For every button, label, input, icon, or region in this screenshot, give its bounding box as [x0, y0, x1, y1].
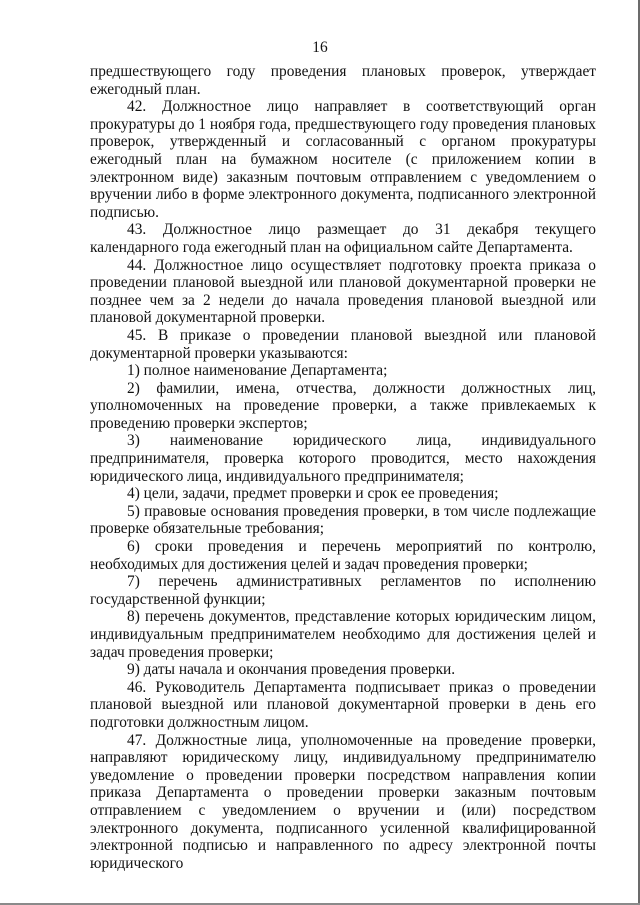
paragraph-42: 42. Должностное лицо направляет в соответствующий орган прокуратуры до 1 ноября года, предшествующего году проведения плановых проверок, утвержденный и согласованный с органом прокуратуры ежегодный план на бумажном носителе (с приложением копии в электронном виде) заказным почтовым отправлением с уведомлением о вручении либо в форме электронного документа, подписанного электронной подписью.	[90, 98, 596, 221]
list-item-1: 1) полное наименование Департамента;	[127, 362, 388, 380]
list-item-5: 5) правовые основания проведения проверки, в том числе подлежащие проверке обязательные требования;	[90, 502, 596, 538]
list-item-6: 6) сроки проведения и перечень мероприятий по контролю, необходимых для достижения целей и задач проведения проверки;	[90, 538, 596, 573]
body-text	[90, 63, 596, 872]
page-number: 16	[312, 39, 328, 56]
list-item-2: 2) фамилии, имена, отчества, должности должностных лиц, уполномоченных на проведение проверки, а также привлекаемых к проведению проверки экспертов;	[90, 379, 596, 432]
list-item-9: 9) даты начала и окончания проведения проверки.	[127, 661, 456, 679]
list-item-8: 8) перечень документов, представление которых юридическим лицом, индивидуальным предпринимателем необходимо для достижения целей и задач проведения проверки;	[90, 608, 596, 661]
paragraph-46: 46. Руководитель Департамента подписывает приказ о проведении плановой выездной или плановой документарной проверки в день его подготовки должностным лицом.	[90, 678, 596, 731]
list-item-7: 7) перечень административных регламентов по исполнению государственной функции;	[90, 573, 596, 608]
paragraph-continuation: предшествующего году проведения плановых проверок, утверждает ежегодный план.	[90, 63, 596, 98]
list-item-4: 4) цели, задачи, предмет проверки и срок ее проведения;	[127, 485, 499, 503]
list-item-3: 3) наименование юридического лица, индивидуального предпринимателя, проверка которого проводится, место нахождения юридического лица, индивидуального предпринимателя;	[90, 432, 596, 485]
paragraph-44: 44. Должностное лицо осуществляет подготовку проекта приказа о проведении плановой выездной или плановой документарной проверки не позднее чем за 2 недели до начала проведения плановой выездной или плановой документарной проверки.	[90, 256, 596, 327]
paragraph-45: 45. В приказе о проведении плановой выездной или плановой документарной проверки указываются:	[90, 326, 596, 362]
paragraph-43: 43. Должностное лицо размещает до 31 декабря текущего календарного года ежегодный план на официальном сайте Департамента.	[90, 221, 596, 256]
paragraph-47: 47. Должностные лица, уполномоченные на проведение проверки, направляют юридическому лицу, индивидуальному предпринимателю уведомление о проведении проверки посредством направления копии приказа Департамента о проведении проверки заказным почтовым отправлением с уведомлением о вручении и (или) посредством электронного документа, подписанного усиленной квалифицированной электронной подписью и направленного по адресу электронной почты юридического	[90, 731, 596, 872]
